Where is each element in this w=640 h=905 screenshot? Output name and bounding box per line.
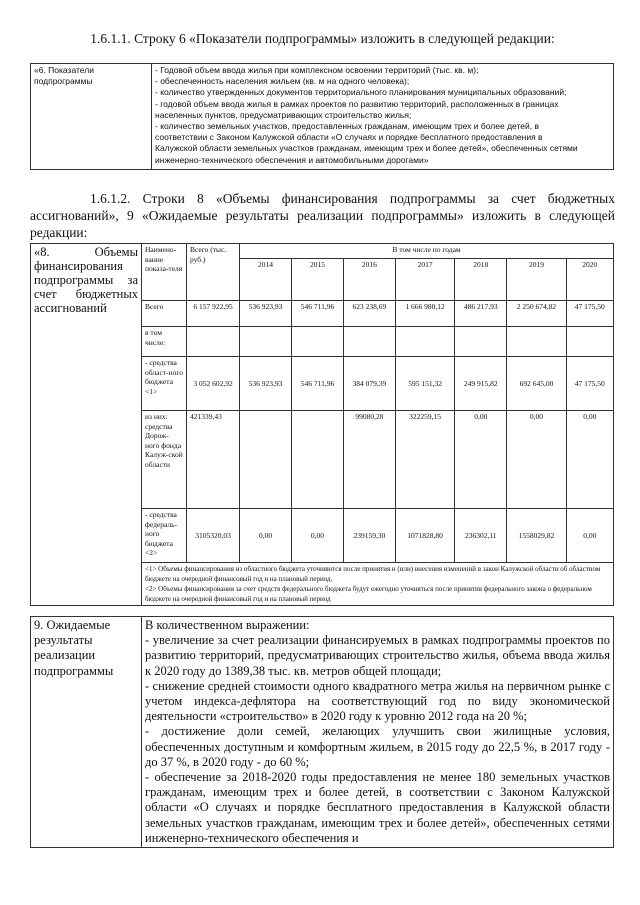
indicator-item: соответствии с Законом Калужской области «О случаях и порядке бесплатного предоставления в (155, 132, 543, 143)
results-label: 9. Ожидаемые результаты реализации подпрограммы (31, 617, 142, 848)
results-table (30, 616, 614, 848)
cell-value (292, 411, 344, 509)
indicators-table (30, 63, 614, 170)
cell-value (455, 327, 507, 357)
year-header: 2018 (455, 259, 507, 301)
cell-value (566, 327, 613, 357)
cell-value: 47 175,50 (566, 301, 613, 327)
cell-value: 546 711,96 (292, 301, 344, 327)
cell-value: 1071828,80 (395, 509, 454, 563)
cell-value: 536 923,93 (240, 301, 292, 327)
row-total: 6 157 922,95 (187, 301, 240, 327)
indicator-item: Калужской области земельных участков гражданам, имеющим трех и более детей», обеспеченных сетями (155, 143, 578, 154)
results-intro: В количественном выражении: (145, 618, 310, 632)
row-name: Всего (142, 301, 187, 327)
row-name: - средства федераль-ного бюджета <2> (142, 509, 187, 563)
cell-value: 2 250 674,82 (507, 301, 566, 327)
row-total: 3 052 602,92 (187, 357, 240, 411)
col-name-header: Наимено-вание показа-теля (142, 244, 187, 301)
finance-table (30, 243, 614, 606)
cell-value: 249 915,82 (455, 357, 507, 411)
cell-value: 0,00 (292, 509, 344, 563)
result-item: - снижение средней стоимости одного квадратного метра жилья на первичном рынке с учетом индекса-дефлятора на соответствующий год по виду экономической деятельности «строительство» в 2020 году к уровню 2012 года на 20 %; (145, 678, 610, 724)
indicator-item: населенных пунктов, предусматривающих строительство жилья; (155, 109, 412, 120)
result-item: - обеспечение за 2018-2020 годы предоставления не менее 180 земельных участков гражданам, имеющим трех и более детей, в соответствии с Законом Калужской области «О случаях и порядке бесплатного предоставления в Калужской области земельных участков гражданам, имеющим трех и более детей», обеспеченных сетями инженерно-технического обеспечения и (145, 770, 610, 845)
indicator-item: - Годовой объем ввода жилья при комплексном освоении территорий (тыс. кв. м); (155, 65, 479, 75)
years-header: В том числе по годам (240, 244, 614, 259)
indicators-list (152, 64, 614, 170)
finance-footnotes (142, 563, 614, 606)
cell-value: 0,00 (566, 509, 613, 563)
indicator-item: - количество утвержденных документов территориального планирования муниципальных образований; (155, 87, 567, 98)
heading-rows8-9: 1.6.1.2. Строки 8 «Объемы финансирования подпрограммы за счет бюджетных ассигнований», 9 «Ожидаемые результаты реализации подпрограммы» изложить в следующей редакции: (30, 191, 615, 240)
cell-value: 623 238,69 (343, 301, 395, 327)
cell-value (240, 327, 292, 357)
cell-value: 1 666 980,12 (395, 301, 454, 327)
cell-value: 239159,30 (343, 509, 395, 563)
cell-value: 99080,28 (343, 411, 395, 509)
cell-value: 692 645,00 (507, 357, 566, 411)
year-header: 2016 (343, 259, 395, 301)
indicator-item: - количество земельных участков, предоставленных гражданам, имеющим трех и более детей, в (155, 121, 540, 132)
row-total: 3105320,03 (187, 509, 240, 563)
footnote: <2> Объемы финансирования за счет средств федерального бюджета будут ежегодно уточняться после принятия федерального закона о федеральном бюджете на очередной финансовый год и на плановый период (145, 585, 592, 603)
year-header: 2017 (395, 259, 454, 301)
indicator-item: - обеспеченность населения жильем (кв. м на одного человека); (155, 76, 410, 87)
results-body (142, 617, 614, 848)
year-header: 2019 (507, 259, 566, 301)
cell-value (395, 327, 454, 357)
cell-value: 236302,11 (455, 509, 507, 563)
cell-value: 0,00 (240, 509, 292, 563)
indicators-label: «6. Показатели подпрограммы (31, 64, 152, 170)
cell-value: 1558029,82 (507, 509, 566, 563)
cell-value (292, 327, 344, 357)
cell-value (343, 327, 395, 357)
cell-value: 0,00 (507, 411, 566, 509)
indicator-item: - годовой объем ввода жилья в рамках проектов по развитию территорий, расположенных в границах (155, 98, 559, 109)
row-total: 421339,43 (187, 411, 240, 509)
year-header: 2020 (566, 259, 613, 301)
footnote: <1> Объемы финансирования из областного бюджета уточняются после принятия и (или) внесения изменений в закон Калужской области об областном бюджете на очередной финансовый год и на плановый период. (145, 565, 601, 583)
heading-row6: 1.6.1.1. Строку 6 «Показатели подпрограммы» изложить в следующей редакции: (90, 31, 555, 46)
year-header: 2014 (240, 259, 292, 301)
cell-value: 47 175,50 (566, 357, 613, 411)
row-total (187, 327, 240, 357)
cell-value: 546 711,96 (292, 357, 344, 411)
row-name: - средства област-ного бюджета <1> (142, 357, 187, 411)
col-total-header: Всего (тыс. руб.) (187, 244, 240, 301)
finance-label: «8. Объемы финансирования подпрограммы за счет бюджетных ассигнований (31, 244, 142, 606)
cell-value: 384 079,39 (343, 357, 395, 411)
year-header: 2015 (292, 259, 344, 301)
indicator-item: инженерно-технического обеспечения и автомобильными дорогами» (155, 154, 429, 165)
cell-value: 486 217,93 (455, 301, 507, 327)
cell-value (240, 411, 292, 509)
result-item: - увеличение за счет реализации финансируемых в рамках подпрограммы проектов по развитию территорий, предусматривающих строительство жилья, объема ввода жилья к 2020 году до 1389,38 тыс. кв. метров общей площади; (145, 633, 610, 678)
cell-value: 322259,15 (395, 411, 454, 509)
cell-value: 595 151,32 (395, 357, 454, 411)
cell-value: 0,00 (566, 411, 613, 509)
cell-value: 0,00 (455, 411, 507, 509)
cell-value: 536 923,93 (240, 357, 292, 411)
row-name: из них: средства Дорож-ного фонда Калуж-ской области (142, 411, 187, 509)
cell-value (507, 327, 566, 357)
result-item: - достижение доли семей, желающих улучшить свои жилищные условия, обеспеченных доступным и комфортным жильем, в 2015 году до 22,5 %, в 2017 году - до 37 %, в 2020 году - до 60 %; (145, 724, 610, 769)
row-name: в том числе: (142, 327, 187, 357)
